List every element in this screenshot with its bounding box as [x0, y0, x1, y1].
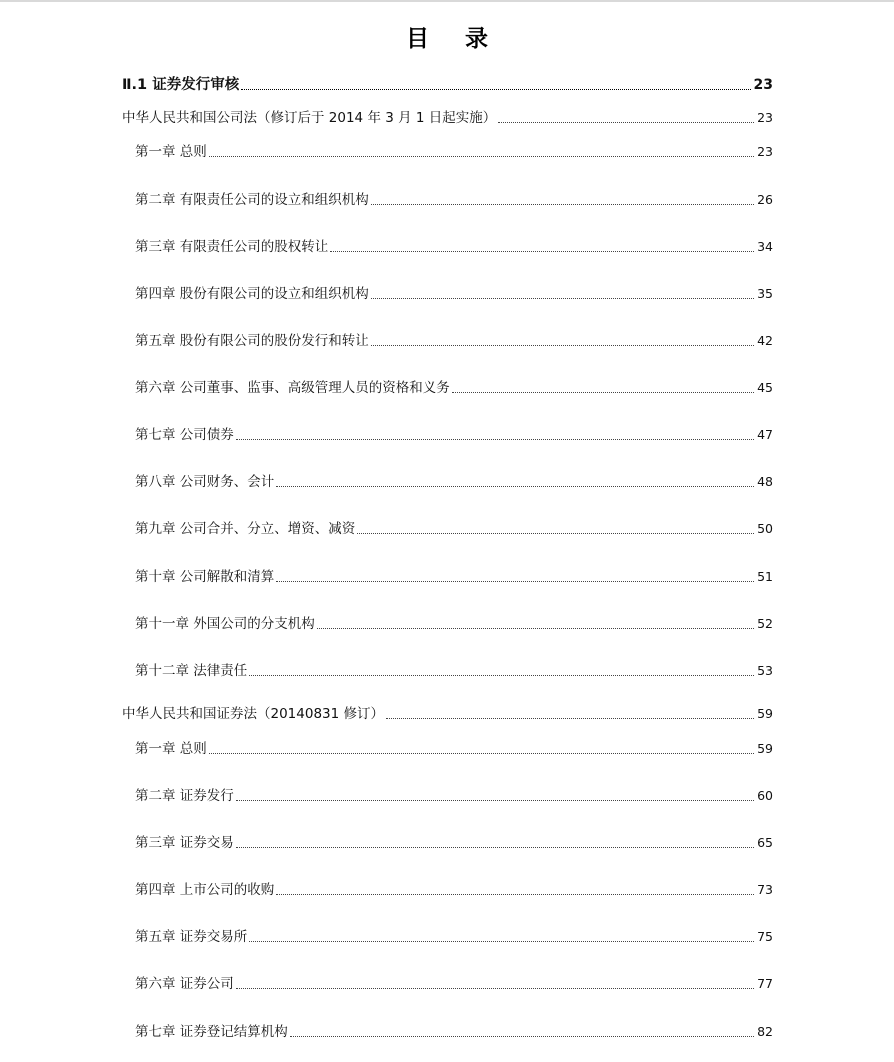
- toc-entry-page: 60: [757, 788, 773, 803]
- toc-chapter-entry[interactable]: [135, 426, 773, 444]
- toc-law-entry[interactable]: [122, 705, 773, 723]
- toc-entry-label: 第五章 证券交易所: [135, 929, 248, 945]
- toc-chapter-entry[interactable]: [135, 568, 773, 586]
- toc-chapter-entry[interactable]: [135, 285, 773, 303]
- toc-entry-page: 59: [757, 706, 773, 721]
- dot-leader: [236, 438, 754, 440]
- toc-entry-page: 45: [757, 380, 773, 395]
- toc-entry-label: 第四章 股份有限公司的设立和组织机构: [135, 286, 369, 302]
- dot-leader: [249, 940, 754, 942]
- dot-leader: [498, 121, 754, 123]
- dot-leader: [209, 155, 754, 157]
- toc-entry-label: 中华人民共和国证券法（20140831 修订）: [122, 706, 385, 722]
- toc-entry-page: 48: [757, 474, 773, 489]
- toc-chapter-entry[interactable]: [135, 473, 773, 491]
- toc-entry-label: 第十二章 法律责任: [135, 663, 248, 679]
- dot-leader: [371, 344, 754, 346]
- toc-entry-page: 82: [757, 1024, 773, 1039]
- toc-entry-page: 50: [757, 521, 773, 536]
- toc-chapter-entry[interactable]: [135, 834, 773, 852]
- toc-chapter-entry[interactable]: [135, 615, 773, 633]
- toc-entry-label: 第一章 总则: [135, 741, 207, 757]
- toc-entry-label: 第三章 有限责任公司的股权转让: [135, 239, 329, 255]
- toc-entry-page: 52: [757, 616, 773, 631]
- toc-entry-page: 47: [757, 427, 773, 442]
- toc-entry-page: 73: [757, 882, 773, 897]
- dot-leader: [290, 1035, 754, 1037]
- dot-leader: [452, 391, 754, 393]
- toc-entry-page: 53: [757, 663, 773, 678]
- toc-entry-label: 第六章 证券公司: [135, 976, 234, 992]
- toc-entry-page: 77: [757, 976, 773, 991]
- toc-entry-page: 59: [757, 741, 773, 756]
- toc-entry-label: 第七章 公司债券: [135, 427, 234, 443]
- dot-leader: [209, 752, 754, 754]
- toc-entry-page: 42: [757, 333, 773, 348]
- toc-entry-page: 51: [757, 569, 773, 584]
- toc-chapter-entry[interactable]: [135, 1023, 773, 1041]
- toc-entry-label: 第四章 上市公司的收购: [135, 882, 275, 898]
- toc-entry-page: 75: [757, 929, 773, 944]
- toc-entry-label: 中华人民共和国公司法（修订后于 2014 年 3 月 1 日起实施）: [122, 110, 497, 126]
- toc-chapter-entry[interactable]: [135, 662, 773, 680]
- toc-entry-label: 第十一章 外国公司的分支机构: [135, 616, 315, 632]
- toc-entry-label: 第一章 总则: [135, 144, 207, 160]
- toc-entry-label: 第十章 公司解散和清算: [135, 569, 275, 585]
- dot-leader: [241, 88, 750, 90]
- toc-chapter-entry[interactable]: [135, 787, 773, 805]
- dot-leader: [317, 627, 754, 629]
- dot-leader: [330, 250, 754, 252]
- dot-leader: [249, 674, 754, 676]
- toc-chapter-entry[interactable]: [135, 928, 773, 946]
- toc-section-entry[interactable]: [122, 76, 773, 94]
- toc-chapter-entry[interactable]: [135, 975, 773, 993]
- dot-leader: [276, 580, 754, 582]
- toc-chapter-entry[interactable]: [135, 238, 773, 256]
- dot-leader: [386, 717, 754, 719]
- toc-entry-label: Ⅱ.1 证券发行审核: [122, 77, 240, 93]
- dot-leader: [371, 203, 754, 205]
- dot-leader: [276, 485, 754, 487]
- dot-leader: [236, 846, 754, 848]
- toc-entry-label: 第七章 证券登记结算机构: [135, 1024, 288, 1040]
- toc-chapter-entry[interactable]: [135, 379, 773, 397]
- dot-leader: [276, 893, 754, 895]
- toc-entry-label: 第八章 公司财务、会计: [135, 474, 275, 490]
- toc-entry-page: 23: [753, 77, 773, 93]
- toc-entry-label: 第二章 证券发行: [135, 788, 234, 804]
- toc-entry-page: 23: [757, 110, 773, 125]
- toc-title: 目 录: [405, 26, 502, 52]
- toc-entry-page: 65: [757, 835, 773, 850]
- toc-chapter-entry[interactable]: [135, 740, 773, 758]
- dot-leader: [236, 799, 754, 801]
- dot-leader: [357, 532, 754, 534]
- toc-entry-page: 23: [757, 144, 773, 159]
- toc-entry-label: 第三章 证券交易: [135, 835, 234, 851]
- toc-entry-page: 26: [757, 192, 773, 207]
- toc-entry-label: 第六章 公司董事、监事、高级管理人员的资格和义务: [135, 380, 450, 396]
- toc-chapter-entry[interactable]: [135, 332, 773, 350]
- toc-chapter-entry[interactable]: [135, 881, 773, 899]
- toc-entry-page: 35: [757, 286, 773, 301]
- toc-entry-label: 第二章 有限责任公司的设立和组织机构: [135, 192, 369, 208]
- toc-entry-label: 第五章 股份有限公司的股份发行和转让: [135, 333, 369, 349]
- toc-entry-label: 第九章 公司合并、分立、增资、减资: [135, 521, 356, 537]
- toc-law-entry[interactable]: [122, 109, 773, 127]
- dot-leader: [236, 987, 754, 989]
- toc-chapter-entry[interactable]: [135, 191, 773, 209]
- dot-leader: [371, 297, 754, 299]
- toc-entry-page: 34: [757, 239, 773, 254]
- toc-chapter-entry[interactable]: [135, 143, 773, 161]
- toc-chapter-entry[interactable]: [135, 520, 773, 538]
